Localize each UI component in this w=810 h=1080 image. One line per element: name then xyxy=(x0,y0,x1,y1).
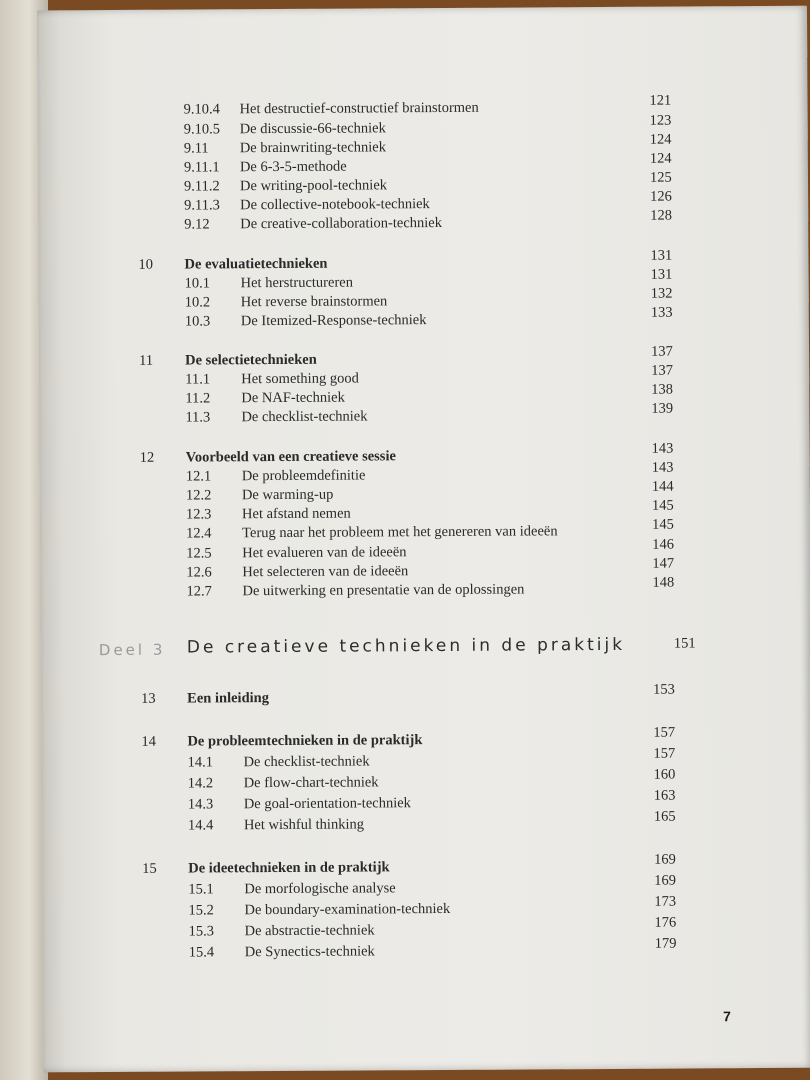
toc-title: De Synectics-techniek xyxy=(244,943,375,961)
toc-page-number: 169 xyxy=(654,851,676,868)
toc-page-number: 148 xyxy=(652,574,675,591)
toc-page-number: 131 xyxy=(650,247,673,264)
toc-number: 12.6 xyxy=(186,564,212,581)
part-title-wrap xyxy=(187,635,625,658)
toc-number: 10.3 xyxy=(184,313,211,330)
toc-title: De discussie-66-techniek xyxy=(239,120,386,138)
toc-page-number: 163 xyxy=(653,787,676,804)
toc-page-number: 143 xyxy=(651,459,674,476)
toc-title: De collective-notebook-techniek xyxy=(240,196,430,214)
toc-title: Een inleiding xyxy=(187,690,270,707)
toc-title: Het herstructureren xyxy=(240,274,353,292)
toc-number: 9.10.5 xyxy=(183,121,220,138)
toc-number: 12.2 xyxy=(185,487,212,504)
toc-number: 12.4 xyxy=(186,525,212,542)
toc-page-number: 121 xyxy=(649,92,672,109)
toc-title: Terug naar het probleem met het genereren van ideeën xyxy=(242,523,558,542)
toc-title: De probleemtechnieken in de praktijk xyxy=(187,732,423,750)
toc-title: Het wishful thinking xyxy=(243,816,365,834)
toc-title: De boundary-examination-techniek xyxy=(244,900,451,919)
toc-number: 13 xyxy=(141,690,156,707)
toc-title: De brainwriting-techniek xyxy=(239,139,387,157)
toc-page-number: 124 xyxy=(649,131,672,148)
toc-title: De checklist-techniek xyxy=(241,408,368,426)
toc-page-number: 147 xyxy=(652,555,675,572)
toc-number: 15.3 xyxy=(188,923,215,940)
toc-page-number: 124 xyxy=(649,150,672,167)
toc-number: 11.1 xyxy=(185,371,211,388)
toc-title: Het afstand nemen xyxy=(241,505,351,523)
toc-page-number: 137 xyxy=(651,362,673,379)
toc-number: 12.1 xyxy=(185,468,212,485)
toc-number: 12.7 xyxy=(186,583,212,600)
toc-number: 14 xyxy=(141,733,156,750)
toc-number: 15.2 xyxy=(188,902,214,919)
toc-number: 14.3 xyxy=(187,796,214,813)
toc-page-number: 176 xyxy=(654,914,677,931)
toc-page-number: 165 xyxy=(653,808,676,825)
toc-title: De writing-pool-techniek xyxy=(239,177,388,195)
toc-page-number: 179 xyxy=(654,935,677,952)
toc-number: 11.3 xyxy=(185,409,211,426)
book-page xyxy=(37,6,810,1073)
toc-number: 11.2 xyxy=(185,390,211,407)
toc-number: 9.11.3 xyxy=(184,197,220,214)
toc-page-number: 139 xyxy=(651,400,674,417)
toc-page-number: 143 xyxy=(651,440,674,457)
toc-number: 9.12 xyxy=(184,216,210,233)
toc-number: 10.2 xyxy=(184,294,211,311)
toc-number: 15.4 xyxy=(188,944,215,961)
toc-number: 9.11 xyxy=(183,140,209,157)
toc-number: 15 xyxy=(142,860,157,877)
toc-page-number: 132 xyxy=(650,285,673,302)
toc-number: 12.3 xyxy=(185,506,212,523)
toc-page-number: 128 xyxy=(650,207,673,224)
toc-title: De goal-orientation-techniek xyxy=(243,795,411,813)
toc-title: De selectietechnieken xyxy=(185,351,317,369)
toc-title: De creative-collaboration-techniek xyxy=(240,214,442,233)
toc-number: 14.4 xyxy=(187,817,214,834)
toc-title: Het selecteren van de ideeën xyxy=(242,563,409,581)
toc-title: Het evalueren van de ideeën xyxy=(242,544,407,562)
table-of-contents xyxy=(37,6,810,1073)
toc-number: 12.5 xyxy=(186,545,212,562)
page-number: 7 xyxy=(723,1008,731,1025)
toc-number: 12 xyxy=(139,449,155,466)
toc-page-number: 125 xyxy=(649,169,672,186)
toc-page-number: 138 xyxy=(651,381,674,398)
part-number: Deel 3 xyxy=(98,640,166,660)
toc-title: De flow-chart-techniek xyxy=(243,774,379,792)
toc-title: De evaluatietechnieken xyxy=(184,255,328,273)
toc-number: 10.1 xyxy=(184,275,211,292)
toc-page-number: 173 xyxy=(654,893,677,910)
toc-title: Het something good xyxy=(241,370,359,388)
toc-number: 9.11.2 xyxy=(183,178,220,195)
toc-page-number: 169 xyxy=(654,872,677,889)
toc-title: De uitwerking en presentatie van de oplossingen xyxy=(242,581,525,600)
toc-number: 9.11.1 xyxy=(183,159,220,176)
toc-title: De ideetechnieken in de praktijk xyxy=(188,859,390,877)
toc-title: De checklist-techniek xyxy=(243,753,370,771)
toc-page-number: 126 xyxy=(650,188,672,205)
toc-title: Voorbeeld van een creatieve sessie xyxy=(185,448,396,466)
part-heading xyxy=(99,640,166,659)
toc-title: De NAF-techniek xyxy=(241,389,345,407)
toc-number: 10 xyxy=(138,256,154,273)
toc-title: De 6-3-5-methode xyxy=(239,158,347,176)
toc-number: 15.1 xyxy=(188,881,214,898)
toc-page-number: 157 xyxy=(653,724,676,741)
toc-number: 14.2 xyxy=(187,775,214,792)
toc-title: De warming-up xyxy=(241,486,334,504)
toc-page-number: 157 xyxy=(653,745,676,762)
toc-page-number: 133 xyxy=(650,304,673,321)
toc-page-number: 146 xyxy=(652,536,675,553)
toc-title: Het destructief-constructief brainstormen xyxy=(239,99,479,118)
toc-title: De Itemized-Response-techniek xyxy=(240,312,427,330)
toc-title: De morfologische analyse xyxy=(244,880,396,898)
toc-number: 9.10.4 xyxy=(183,101,220,118)
toc-page-number: 153 xyxy=(653,681,675,698)
toc-title: De probleemdefinitie xyxy=(241,467,366,485)
part-title: De creatieve technieken in de praktijk xyxy=(186,634,626,658)
toc-page-number: 160 xyxy=(653,766,676,783)
toc-title: Het reverse brainstormen xyxy=(240,293,388,311)
toc-number: 14.1 xyxy=(187,754,213,771)
toc-page-number: 131 xyxy=(650,266,673,283)
toc-page-number: 145 xyxy=(651,497,674,514)
toc-page-number: 145 xyxy=(652,516,674,533)
toc-number: 11 xyxy=(139,352,154,369)
part-page: 151 xyxy=(673,635,696,652)
toc-page-number: 144 xyxy=(651,478,674,495)
toc-page-number: 137 xyxy=(651,343,673,360)
toc-page-number: 123 xyxy=(649,112,672,129)
toc-title: De abstractie-techniek xyxy=(244,922,375,940)
